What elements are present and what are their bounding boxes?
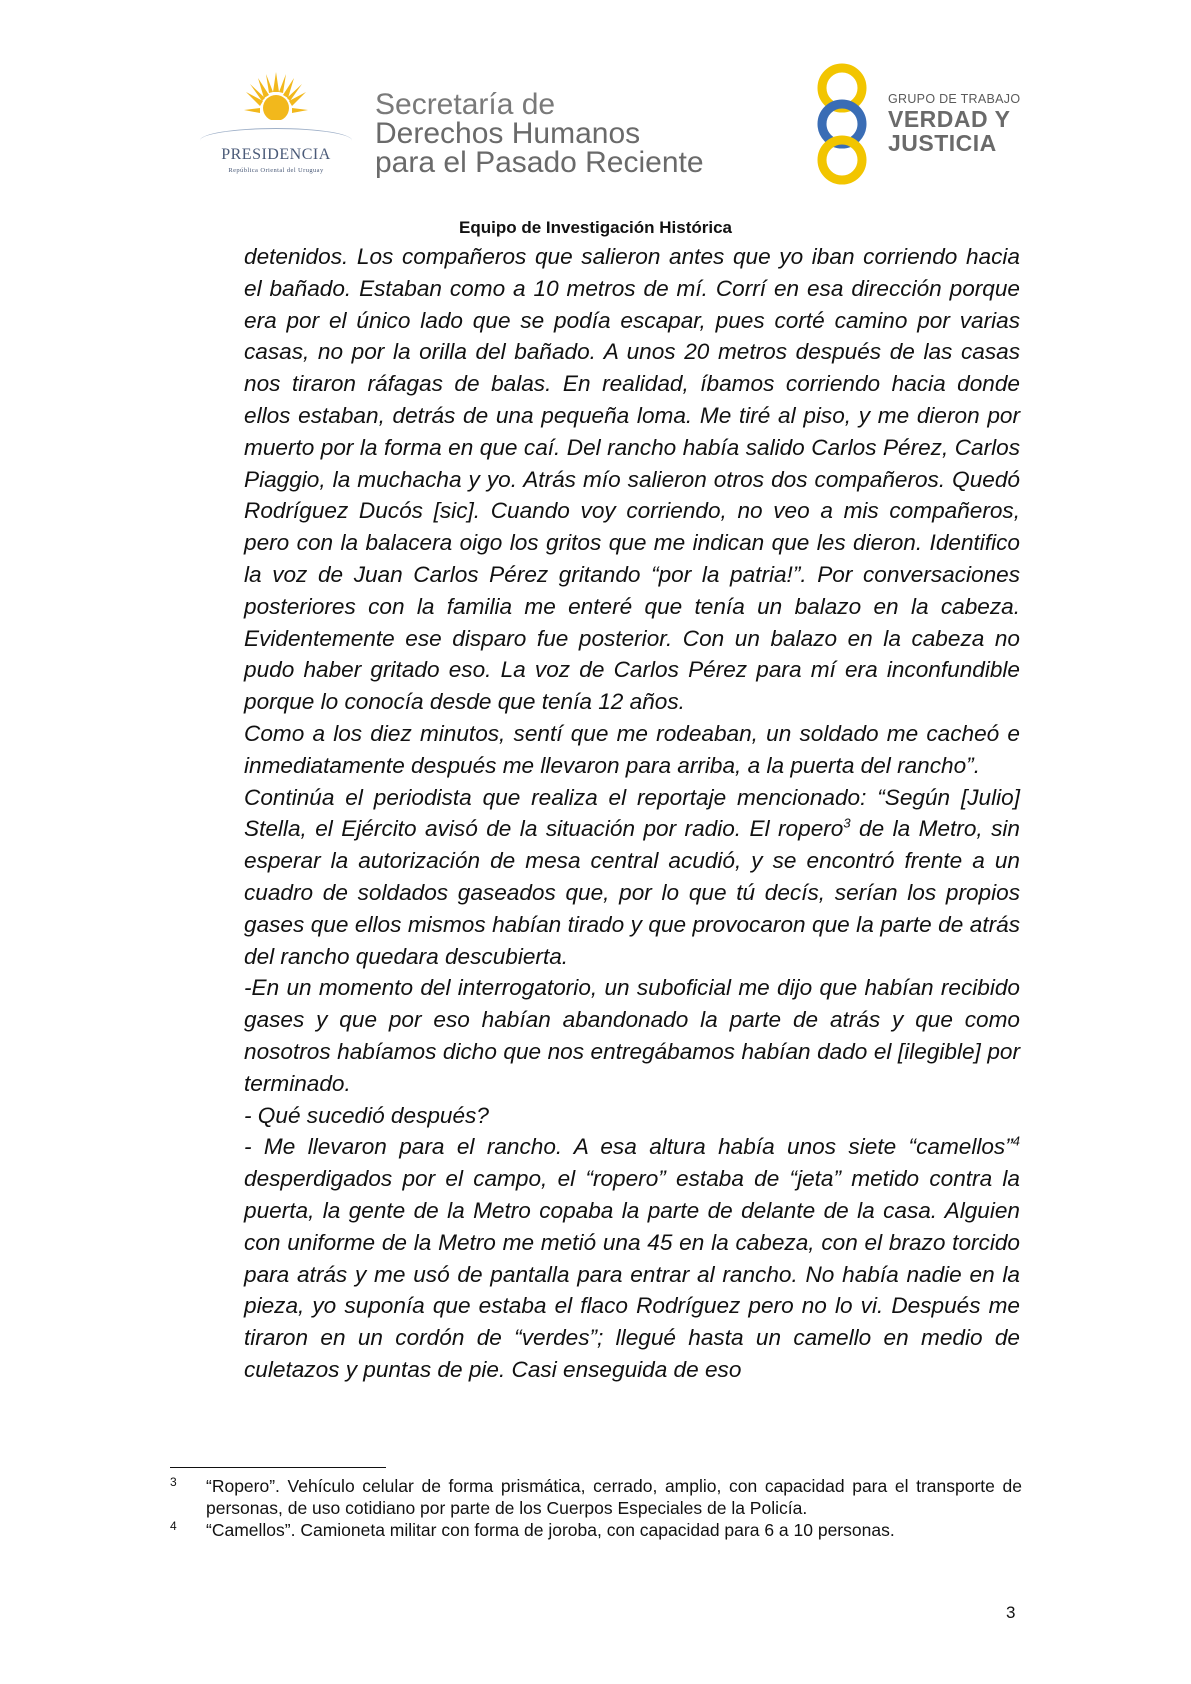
grupo-line1: GRUPO DE TRABAJO <box>888 92 1021 106</box>
rings-icon <box>810 62 890 192</box>
footnote-ref[interactable]: 4 <box>1012 1133 1020 1149</box>
paragraph: - Qué sucedió después? <box>244 1102 489 1128</box>
paragraph <box>244 782 1020 973</box>
footnote-text: “Camellos”. Camioneta militar con forma de joroba, con capacidad para 6 a 10 personas. <box>206 1520 895 1540</box>
footnote <box>170 1519 1022 1541</box>
secretaria-line3: para el Pasado Reciente <box>375 146 704 179</box>
secretaria-title <box>375 90 704 177</box>
paragraph-text: desperdigados por el campo, el “ropero” estaba de “jeta” metido contra la puerta, la gente de la Metro copaba la parte de delante de la casa. Alguien con uniforme de la Metro me metió una 45 en la cabeza, con el brazo torcido para atrás y me usó de pantalla para entrar al rancho. No había nadie en la pieza, yo suponía que estaba el flaco Rodríguez pero no lo vi. Después me tiraron en un cordón de “verdes”; llegué hasta un camello en medio de culetazos y puntas de pie. Casi enseguida de eso <box>244 1166 1020 1382</box>
grupo-line3: JUSTICIA <box>888 130 997 156</box>
paragraph-text: Continúa el periodista que realiza el reportaje mencionado: “Según [Julio] Stella, el Ejército avisó de la situación por radio. El ropero <box>244 784 1020 842</box>
verdad-justicia-logo <box>810 62 1030 192</box>
footnote-ref[interactable]: 3 <box>843 815 851 831</box>
footnote-text: “Ropero”. Vehículo celular de forma prismática, cerrado, amplio, con capacidad para el transporte de personas, de uso cotidiano por parte de los Cuerpos Especiales de la Policía. <box>206 1476 1022 1518</box>
team-heading: Equipo de Investigación Histórica <box>459 218 732 237</box>
paragraph-text: - Me llevaron para el rancho. A esa altura había unos siete “camellos” <box>244 1134 1013 1160</box>
footnote-number: 4 <box>170 1519 177 1533</box>
footnotes <box>170 1475 1022 1541</box>
paragraph: detenidos. Los compañeros que salieron antes que yo iban corriendo hacia el bañado. Estaban como a 10 metros de mí. Corrí en esa dirección porque era por el único lado que se podía escapar, pues corté camino por varias casas, no por la orilla del bañado. A unos 20 metros después de las casas nos tiraron ráfagas de balas. En realidad, íbamos corriendo hacia donde ellos estaban, detrás de una pequeña loma. Me tiré al piso, y me dieron por muerto por la forma en que caí. Del rancho había salido Carlos Pérez, Carlos Piaggio, la muchacha y yo. Atrás mío salieron otros dos compañeros. Quedó Rodríguez Ducós [sic]. Cuando voy corriendo, no veo a mis compañeros, pero con la balacera oigo los gritos que me indican que les dieron. Identifico la voz de Juan Carlos Pérez gritando “por la patria!”. Por conversaciones posteriores con la familia me enteré que tenía un balazo en la cabeza. Evidentemente ese disparo fue posterior. Con un balazo en la cabeza no pudo haber gritado eso. La voz de Carlos Pérez para mí era inconfundible porque lo conocía desde que tenía 12 años. <box>244 244 1020 715</box>
grupo-line2: VERDAD Y <box>888 106 1011 132</box>
presidencia-name: PRESIDENCIA <box>221 146 331 163</box>
paragraph-text: de la Metro, sin esperar la autorización de mesa central acudió, y se encontró frente a un cuadro de soldados gaseados que, por lo que tú decís, serían los propios gases que ellos mismos habían tirado y que provocaron que la parte de atrás del rancho quedara descubierta. <box>244 816 1020 969</box>
footnote-number: 3 <box>170 1475 177 1489</box>
page-number: 3 <box>1006 1603 1016 1622</box>
presidencia-subtitle: República Oriental del Uruguay <box>228 167 324 174</box>
body-text <box>244 241 1020 1386</box>
paragraph: -En un momento del interrogatorio, un suboficial me dijo que habían recibido gases y que por eso habían abandonado la parte de atrás y que como nosotros habíamos dicho que nos entregábamos habían dado el [ilegible] por terminado. <box>244 975 1020 1096</box>
presidencia-logo <box>196 70 356 180</box>
page-header <box>0 0 1191 200</box>
secretaria-line1: Secretaría de <box>375 88 556 121</box>
paragraph <box>244 1131 1020 1385</box>
paragraph: Como a los diez minutos, sentí que me rodeaban, un soldado me cacheó e inmediatamente después me llevaron para arriba, a la puerta del rancho”. <box>244 720 1020 778</box>
secretaria-line2: Derechos Humanos <box>375 117 641 150</box>
sun-icon <box>244 70 308 132</box>
footnote-separator <box>170 1467 386 1468</box>
footnote <box>170 1475 1022 1519</box>
